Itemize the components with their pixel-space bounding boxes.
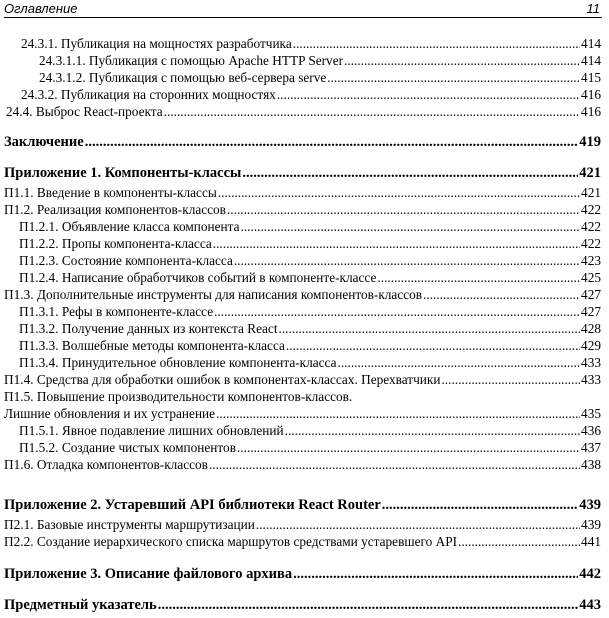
toc-entry-title: П1.4. Средства для обработки ошибок в компонентах-классах. Перехватчики	[4, 372, 441, 387]
toc-chapter-title: Заключение	[4, 134, 84, 150]
toc-leader-dots	[158, 597, 579, 613]
toc-chapter-title: Приложение 2. Устаревший API библиотеки React Router	[4, 497, 381, 513]
toc-leader-dots	[209, 457, 580, 473]
toc-entry-title: П1.2.1. Объявление класса компонента	[19, 219, 240, 234]
toc-entry-page: 423	[581, 253, 601, 268]
toc-leader-dots	[338, 355, 581, 371]
toc-entry-page: 436	[581, 423, 601, 438]
toc-entry	[19, 219, 601, 235]
toc-entry-title: П1.1. Введение в компоненты-классы	[4, 185, 217, 200]
toc-leader-dots	[293, 36, 580, 52]
toc-leader-dots	[344, 53, 580, 69]
toc-leader-dots	[277, 87, 580, 103]
toc-entry-page: 421	[581, 185, 601, 200]
toc-entry	[21, 87, 601, 103]
toc-entry-page: 441	[581, 534, 601, 549]
toc-entry-title: П1.2.3. Состояние компонента-класса	[19, 253, 233, 268]
toc-leader-dots	[213, 236, 580, 252]
toc-entry-title: П2.2. Создание иерархического списка маршрутов средствами устаревшего API	[4, 534, 458, 549]
toc-entry-title: П1.2.4. Написание обработчиков событий в компоненте-классе	[19, 270, 377, 285]
toc-entry	[19, 236, 601, 252]
toc-entry	[6, 104, 601, 120]
toc-leader-dots	[382, 497, 578, 513]
toc-chapter-title: Приложение 3. Описание файлового архива	[4, 566, 293, 582]
toc-chapter	[4, 165, 601, 181]
toc-chapter-page: 419	[579, 134, 601, 150]
toc-entry-page: 427	[581, 287, 601, 302]
toc-entry-page: 422	[581, 236, 601, 251]
toc-entry	[4, 185, 601, 201]
toc-leader-dots	[234, 253, 580, 269]
toc-leader-dots	[164, 104, 580, 120]
toc-leader-dots	[256, 517, 580, 533]
toc-entry-page: 415	[581, 70, 601, 85]
toc-leader-dots	[237, 440, 580, 456]
toc-leader-dots	[85, 134, 579, 150]
toc-leader-dots	[286, 338, 580, 354]
toc-entry	[4, 406, 601, 422]
toc-entry-title: П1.3. Дополнительные инструменты для написания компонентов-классов	[4, 287, 423, 302]
toc-entry	[19, 253, 601, 269]
toc-leader-dots	[227, 202, 580, 218]
toc-entry-title: 24.4. Выброс React-проекта	[6, 104, 163, 119]
toc-chapter-page: 442	[579, 566, 601, 582]
toc-entry-title: П1.2. Реализация компонентов-классов	[4, 202, 226, 217]
toc-leader-dots	[216, 406, 580, 422]
toc-chapter-page: 421	[579, 165, 601, 181]
toc-entry	[4, 372, 601, 388]
toc-entry-title: П1.6. Отладка компонентов-классов	[4, 457, 208, 472]
toc-entry-title: 24.3.2. Публикация на сторонних мощностях	[21, 87, 276, 102]
header-page-number: 11	[586, 1, 600, 16]
toc-leader-dots	[327, 70, 580, 86]
toc-entry-title: П1.2.2. Пропы компонента-класса	[19, 236, 212, 251]
header-section-title: Оглавление	[4, 1, 78, 16]
toc-entry	[19, 423, 601, 439]
toc-entry-page: 416	[581, 87, 601, 102]
toc-leader-dots	[279, 321, 581, 337]
toc-entry-page: 425	[581, 270, 601, 285]
toc-entry-page: 422	[581, 219, 601, 234]
toc-entry	[4, 517, 601, 533]
toc-entry	[4, 534, 601, 550]
toc-leader-dots	[293, 566, 578, 582]
toc-chapter-title: Приложение 1. Компоненты-классы	[4, 165, 242, 181]
toc-entry	[19, 338, 601, 354]
toc-entry	[19, 270, 601, 286]
toc-entry-page: 422	[581, 202, 601, 217]
toc-entry-page: 429	[581, 338, 601, 353]
toc-entry-page: 437	[581, 440, 601, 455]
toc-entry	[21, 36, 601, 52]
toc-leader-dots	[242, 165, 578, 181]
toc-entry-title: П1.3.2. Получение данных из контекста React	[19, 321, 278, 336]
toc-entry-page: 438	[581, 457, 601, 472]
toc-entry	[4, 202, 601, 218]
toc-leader-dots	[218, 185, 580, 201]
toc-entry-title: 24.3.1.1. Публикация с помощью Apache HTTP Server	[39, 53, 344, 68]
toc-entry	[19, 355, 601, 371]
toc-chapter	[4, 497, 601, 513]
toc-entry-page: 433	[581, 372, 601, 387]
toc-entry	[19, 321, 601, 337]
toc-leader-dots	[423, 287, 580, 303]
toc-entry	[39, 70, 601, 86]
toc-entry-title: 24.3.1. Публикация на мощностях разработчика	[21, 36, 292, 51]
toc-chapter-title: Предметный указатель	[4, 597, 157, 613]
toc-entry-title: П1.5.1. Явное подавление лишних обновлений	[19, 423, 284, 438]
toc-leader-dots	[377, 270, 580, 286]
toc-chapter	[4, 134, 601, 150]
toc-entry-page: 414	[581, 53, 601, 68]
toc-chapter	[4, 566, 601, 582]
toc-entry-title: П1.5.2. Создание чистых компонентов	[19, 440, 236, 455]
toc-leader-dots	[458, 534, 580, 550]
toc-entry-title: П1.5. Повышение производительности компонентов-классов.	[4, 389, 353, 404]
toc-entry-title: 24.3.1.2. Публикация с помощью веб-сервера serve	[39, 70, 327, 85]
toc-entry-title: П1.3.3. Волшебные методы компонента-класса	[19, 338, 285, 353]
toc-entry-title: П2.1. Базовые инструменты маршрутизации	[4, 517, 255, 532]
toc-leader-dots	[214, 304, 580, 320]
toc-entry-page: 414	[581, 36, 601, 51]
toc-entry	[19, 304, 601, 320]
toc-entry-page: 433	[581, 355, 601, 370]
toc-chapter	[4, 597, 601, 613]
toc-entry-page: 435	[581, 406, 601, 421]
toc-entry-page: 439	[581, 517, 601, 532]
toc-entry-title: Лишние обновления и их устранение	[4, 406, 216, 421]
toc-entry-title: П1.3.1. Рефы в компоненте-классе	[19, 304, 214, 319]
toc-entry-page: 427	[581, 304, 601, 319]
toc-entry-title: П1.3.4. Принудительное обновление компонента-класса	[19, 355, 337, 370]
toc-chapter-page: 439	[579, 497, 601, 513]
toc-entry-page: 428	[581, 321, 601, 336]
toc-leader-dots	[241, 219, 581, 235]
toc-entry	[19, 440, 601, 456]
toc-entry	[4, 457, 601, 473]
toc-entry-page: 416	[581, 104, 601, 119]
toc-entry	[39, 53, 601, 69]
toc-leader-dots	[285, 423, 580, 439]
toc-entry	[4, 287, 601, 303]
toc-chapter-page: 443	[579, 597, 601, 613]
toc-leader-dots	[441, 372, 580, 388]
